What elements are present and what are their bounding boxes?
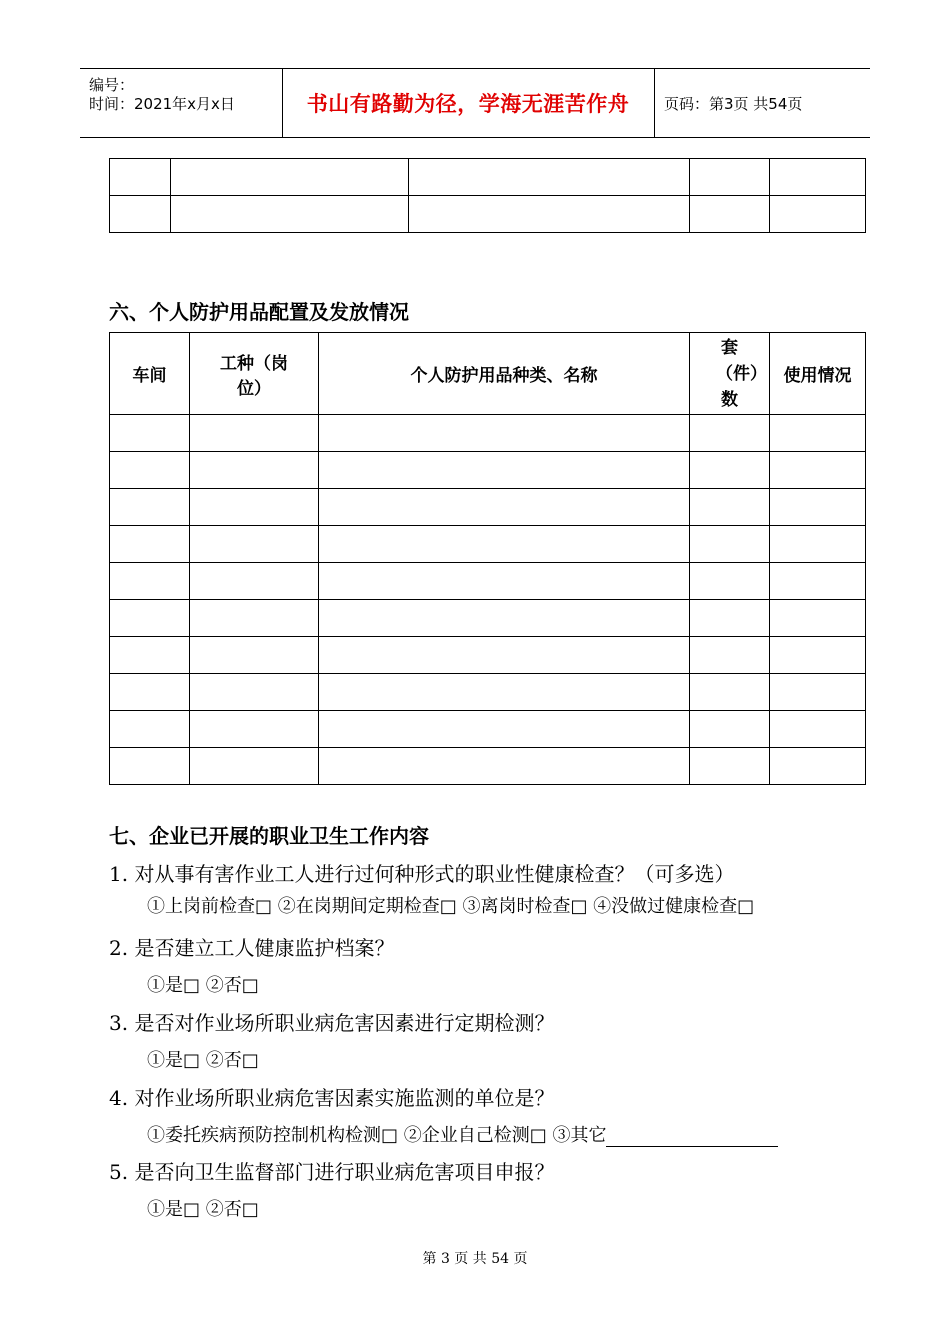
table-cell [770, 159, 866, 196]
table-cell [110, 637, 190, 674]
col-header-quantity-text: 套（件）数 [716, 337, 767, 410]
table-row [110, 600, 866, 637]
table-cell [690, 159, 770, 196]
question-3-options: ①是□ ②否□ [147, 1050, 259, 1071]
table-cell [770, 600, 866, 637]
ppe-table-header [110, 333, 866, 415]
table-cell [110, 748, 190, 785]
page-footer: 第 3 页 共 54 页 [422, 1251, 528, 1267]
table-cell [319, 711, 690, 748]
table-cell [110, 196, 171, 233]
question-1: 1. 对从事有害作业工人进行过何种形式的职业性健康检查？（可多选） [109, 862, 735, 886]
table-cell [190, 748, 319, 785]
table-cell [110, 563, 190, 600]
table-cell [190, 637, 319, 674]
table-cell [690, 452, 770, 489]
other-blank-field[interactable] [606, 1128, 778, 1147]
table-row [110, 674, 866, 711]
table-cell [690, 563, 770, 600]
page-info: 页码：第3页 共54页 [664, 94, 803, 113]
page-header [80, 68, 870, 138]
table-cell [319, 489, 690, 526]
header-page-info-cell [655, 69, 879, 137]
table-row [110, 452, 866, 489]
date-label: 时间：2021年x月x日 [89, 95, 235, 113]
question-5: 5. 是否向卫生监督部门进行职业病危害项目申报？ [109, 1160, 555, 1184]
table-cell [770, 563, 866, 600]
table-cell [319, 526, 690, 563]
question-2-options: ①是□ ②否□ [147, 975, 259, 996]
table-row [110, 415, 866, 452]
table-cell [770, 415, 866, 452]
table-row [110, 748, 866, 785]
question-5-options: ①是□ ②否□ [147, 1199, 259, 1220]
col-header-quantity [690, 333, 770, 415]
motto-text: 书山有路勤为径，学海无涯苦作舟 [306, 91, 630, 116]
col-header-job-text: 工种（岗位） [220, 353, 288, 399]
table-cell [409, 159, 690, 196]
table-cell [110, 415, 190, 452]
question-3: 3. 是否对作业场所职业病危害因素进行定期检测？ [109, 1011, 555, 1035]
ppe-table-body [110, 415, 866, 785]
table-cell [770, 748, 866, 785]
question-4-options-line [147, 1121, 778, 1147]
question-4-options: ①委托疾病预防控制机构检测□ ②企业自己检测□ ③其它 [147, 1125, 607, 1146]
table-row [110, 711, 866, 748]
table-cell [171, 159, 409, 196]
continued-table [109, 158, 866, 233]
table-cell [110, 159, 171, 196]
ppe-table [109, 332, 866, 785]
section7-title: 七、企业已开展的职业卫生工作内容 [109, 824, 429, 848]
table-cell [110, 600, 190, 637]
header-motto-cell [282, 69, 655, 137]
table-row [110, 637, 866, 674]
table-row [110, 489, 866, 526]
table-cell [690, 489, 770, 526]
table-cell [110, 452, 190, 489]
table-cell [110, 711, 190, 748]
question-1-options: ①上岗前检查□ ②在岗期间定期检查□ ③离岗时检查□ ④没做过健康检查□ [147, 896, 755, 917]
table-cell [171, 196, 409, 233]
table-cell [770, 526, 866, 563]
table-cell [190, 452, 319, 489]
section6-title: 六、个人防护用品配置及发放情况 [109, 300, 409, 324]
table-row [110, 526, 866, 563]
table-cell [190, 674, 319, 711]
table-cell [319, 748, 690, 785]
table-cell [690, 637, 770, 674]
table-cell [110, 674, 190, 711]
col-header-job [190, 333, 319, 415]
table-cell [110, 489, 190, 526]
table-cell [110, 526, 190, 563]
col-header-workshop: 车间 [110, 333, 190, 415]
table-cell [409, 196, 690, 233]
table-cell [770, 489, 866, 526]
table-cell [690, 711, 770, 748]
table-cell [190, 526, 319, 563]
table-row [110, 563, 866, 600]
table-cell [319, 563, 690, 600]
table-cell [319, 637, 690, 674]
table-cell [319, 415, 690, 452]
col-header-ppe-name: 个人防护用品种类、名称 [319, 333, 690, 415]
table-cell [190, 415, 319, 452]
table-cell [319, 600, 690, 637]
table-cell [690, 196, 770, 233]
table-cell [190, 711, 319, 748]
table-cell [319, 452, 690, 489]
table-cell [770, 711, 866, 748]
table-row [110, 196, 866, 233]
question-2: 2. 是否建立工人健康监护档案？ [109, 936, 395, 960]
table-cell [690, 415, 770, 452]
table-cell [770, 674, 866, 711]
question-4: 4. 对作业场所职业病危害因素实施监测的单位是？ [109, 1086, 555, 1110]
table-cell [190, 600, 319, 637]
table-cell [770, 196, 866, 233]
number-label: 编号： [89, 76, 135, 94]
table-row [110, 159, 866, 196]
header-left-cell [80, 69, 283, 137]
col-header-usage: 使用情况 [770, 333, 866, 415]
table-cell [190, 489, 319, 526]
table-cell [770, 452, 866, 489]
table-cell [770, 637, 866, 674]
table-cell [190, 563, 319, 600]
table-cell [690, 526, 770, 563]
table-cell [319, 674, 690, 711]
table-cell [690, 748, 770, 785]
table-cell [690, 674, 770, 711]
table-cell [690, 600, 770, 637]
